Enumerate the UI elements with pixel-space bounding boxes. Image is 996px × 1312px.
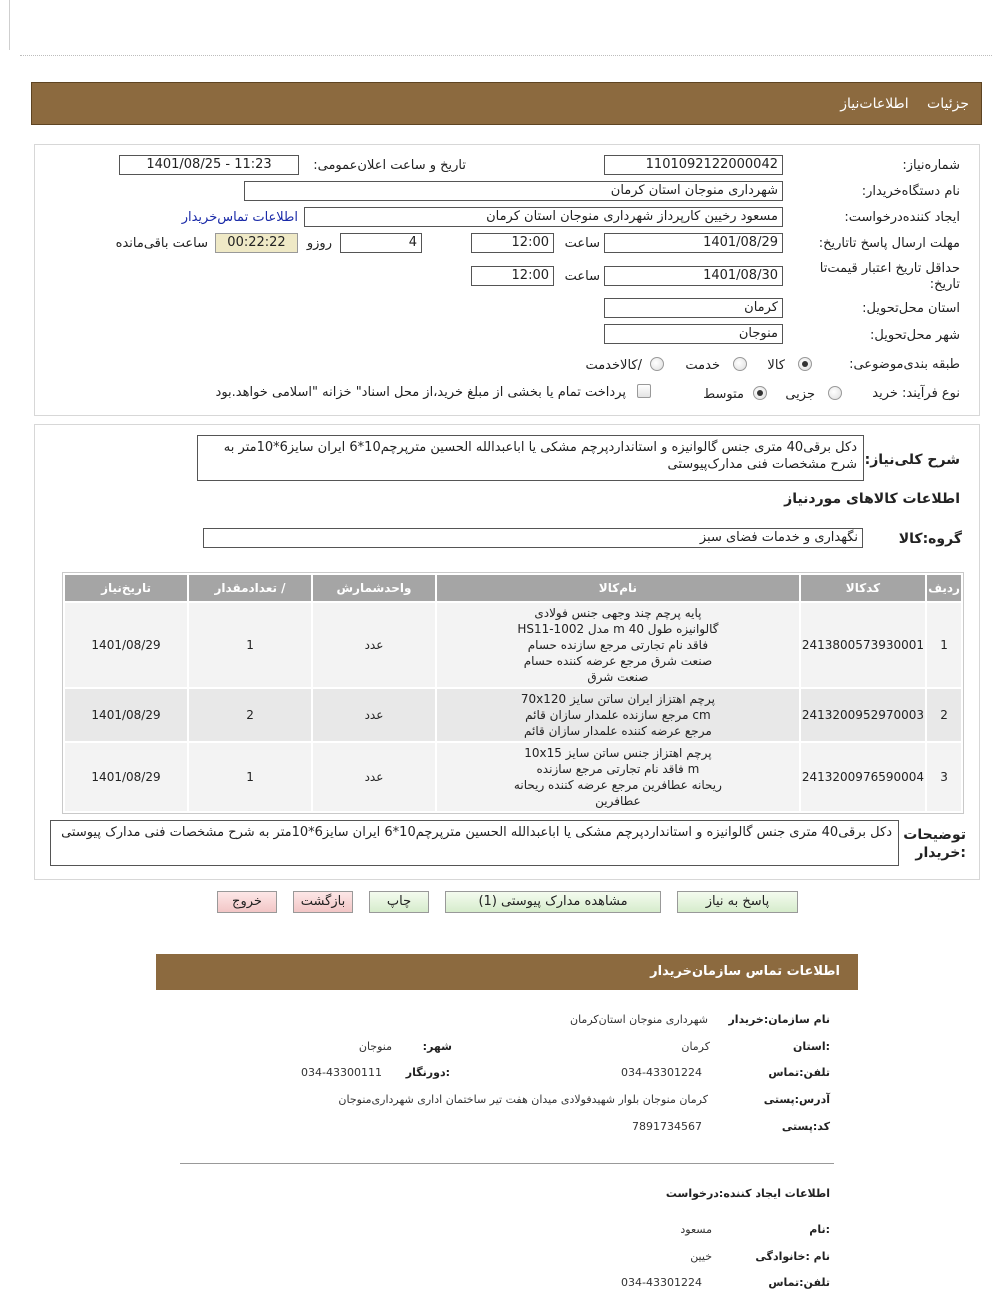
fax-value: 034-43300111 bbox=[301, 1066, 382, 1079]
row-name-line: گالوانیزه طول 40 m مدل HS11-1002 bbox=[517, 622, 719, 636]
purchase-medium-label: متوسط bbox=[703, 387, 744, 402]
treasury-payment-checkbox[interactable] bbox=[637, 384, 651, 398]
announce-field: 1401/08/25 - 11:23 bbox=[119, 155, 299, 175]
address-label: آدرس‌:پستی bbox=[763, 1093, 830, 1106]
reply-time-label: ساعت bbox=[564, 236, 600, 251]
goods-table bbox=[62, 572, 964, 814]
row-date: 1401/08/29 bbox=[65, 743, 187, 811]
col-code-header: کدکالا bbox=[801, 575, 925, 601]
row-name-line: m فاقد نام تجارتی مرجع سازنده bbox=[536, 762, 700, 776]
delivery-city-label: شهر محل‌تحویل: bbox=[870, 328, 960, 343]
province-value: کرمان bbox=[681, 1040, 710, 1053]
row-name-line: پرچم اهتزاز ایران ساتن سایز 70x120 bbox=[520, 692, 715, 706]
section-separator bbox=[180, 1163, 834, 1164]
reply-time-field: 12:00 bbox=[471, 233, 554, 253]
category-service-radio[interactable] bbox=[733, 357, 747, 371]
requester-name-label: :نام bbox=[809, 1223, 830, 1236]
purchase-partial-label: جزیی bbox=[785, 387, 815, 402]
summary-label: شرح کلی‌نیاز: bbox=[864, 452, 960, 468]
page-header bbox=[31, 82, 982, 125]
row-name-line: پرچم اهتزاز جنس ساتن سایز 10x15 bbox=[524, 746, 712, 760]
goods-group-field: نگهداری و خدمات فضای سبز bbox=[203, 528, 863, 548]
requester-title: اطلاعات ایجاد کننده‌:درخواست bbox=[665, 1187, 830, 1200]
city-label: شهر: bbox=[422, 1040, 452, 1053]
announce-label: تاریخ و ساعت اعلان‌عمومی: bbox=[313, 158, 466, 173]
col-row-header: ردیف bbox=[927, 575, 961, 601]
buyer-contact-header bbox=[156, 954, 858, 990]
requester-family-value: خیین bbox=[690, 1250, 712, 1263]
days-field: 4 bbox=[340, 233, 422, 253]
validity-time-label: ساعت bbox=[564, 269, 600, 284]
row-date: 1401/08/29 bbox=[65, 689, 187, 741]
category-both-radio[interactable] bbox=[650, 357, 664, 371]
buyer-contact-title: اطلاعات تماس سازمان‌خریدار bbox=[650, 964, 840, 979]
buyer-notes-label: توضیحات bbox=[903, 827, 966, 843]
buyer-notes-label-2: :خریدار bbox=[915, 845, 966, 861]
org-name-value: شهرداری منوجان استان‌کرمان bbox=[570, 1013, 708, 1026]
print-button[interactable]: چاپ bbox=[369, 891, 429, 913]
row-qty: 1 bbox=[189, 603, 311, 687]
category-goods-radio[interactable] bbox=[798, 357, 812, 371]
row-name-line: فاقد نام تجارتی مرجع سازنده حسام bbox=[527, 638, 709, 652]
summary-text: دکل برقی40 متری جنس گالوانیزه و استانداردپرچم مشکی یا اباعبدالله الحسین مترپرچم10*6 ایران سایز6*10متر به شرح مشخصات فنی مدارک‌پیوستی bbox=[197, 435, 864, 481]
city-value: منوجان bbox=[358, 1040, 392, 1053]
col-date-header: تاریخ‌نیاز bbox=[65, 575, 187, 601]
requester-phone-label: تلفن‌:تماس bbox=[768, 1276, 830, 1289]
goods-group-label: گروه:کالا bbox=[898, 531, 962, 547]
row-name-line: مرجع عرضه کننده علمدار سازان قائم bbox=[524, 724, 712, 738]
row-name bbox=[437, 689, 799, 741]
purchase-partial-radio[interactable] bbox=[828, 386, 842, 400]
row-name-line: cm مرجع سازنده علمدار سازان قائم bbox=[525, 708, 711, 722]
table-row bbox=[65, 689, 961, 741]
buyer-notes-text: دکل برقی40 متری جنس گالوانیزه و استانداردپرچم مشکی یا اباعبدالله الحسین مترپرچم10*6 ایران سایز6*10متر به شرح مشخصات فنی مدارک پیوستی bbox=[50, 820, 899, 866]
row-name bbox=[437, 743, 799, 811]
treasury-payment-note: پرداخت تمام یا بخشی از مبلغ خرید،از محل اسناد" خزانه "اسلامی خواهد.بود bbox=[215, 385, 626, 400]
row-code: 2413800573930001 bbox=[801, 603, 925, 687]
phone-label: تلفن‌:تماس bbox=[768, 1066, 830, 1079]
creator-label: ایجاد کننده‌درخواست: bbox=[844, 210, 960, 225]
category-service-label: خدمت bbox=[685, 358, 720, 373]
table-row bbox=[65, 603, 961, 687]
delivery-province-label: استان محل‌تحویل: bbox=[862, 301, 960, 316]
creator-field: مسعود رخیین کارپرداز شهرداری منوجان استان کرمان bbox=[304, 207, 783, 227]
table-row bbox=[65, 743, 961, 811]
row-name-line: پایه پرچم چند وجهی جنس فولادی bbox=[534, 606, 702, 620]
province-label: :استان bbox=[793, 1040, 830, 1053]
remaining-timer: 00:22:22 bbox=[215, 233, 298, 253]
exit-button[interactable]: خروج bbox=[217, 891, 277, 913]
purchase-type-label: نوع فرآیند: خرید bbox=[872, 386, 960, 401]
reply-date-field: 1401/08/29 bbox=[604, 233, 783, 253]
row-name-line: صنعت شرق مرجع عرضه کننده حسام bbox=[523, 654, 713, 668]
buyer-org-field: شهرداری منوجان استان کرمان bbox=[244, 181, 783, 201]
org-name-label: نام سازمان‌:خریدار bbox=[728, 1013, 830, 1026]
col-qty-header: / تعدادمقدار bbox=[189, 575, 311, 601]
requester-family-label: نام :خانوادگی bbox=[755, 1250, 830, 1263]
requester-phone-value: 034-43301224 bbox=[621, 1276, 702, 1289]
reply-deadline-label: مهلت ارسال پاسخ تا‌تاریخ: bbox=[818, 236, 960, 251]
validity-date-field: 1401/08/30 bbox=[604, 266, 783, 286]
tab-details[interactable]: جزئیات bbox=[927, 96, 969, 112]
category-both-label: /کالاخدمت bbox=[585, 358, 642, 373]
category-goods-label: کالا bbox=[767, 358, 785, 373]
need-number-label: شماره‌نیاز: bbox=[902, 158, 960, 173]
delivery-city-field: منوجان bbox=[604, 324, 783, 344]
tab-need-info[interactable]: اطلاعات‌نیاز bbox=[840, 96, 909, 112]
col-name-header: نام‌کالا bbox=[437, 575, 799, 601]
row-index: 3 bbox=[927, 743, 961, 811]
postal-code-value: 7891734567 bbox=[632, 1120, 702, 1133]
category-label: طبقه بندی‌موضوعی: bbox=[849, 357, 960, 372]
col-unit-header: واحدشمارش bbox=[313, 575, 435, 601]
need-number-field: 1101092122000042 bbox=[604, 155, 783, 175]
validity-label-2: تاریخ: bbox=[929, 277, 960, 292]
buyer-contact-link[interactable]: اطلاعات تماس‌خریدار bbox=[181, 210, 298, 225]
row-unit: عدد bbox=[313, 603, 435, 687]
buyer-org-label: نام دستگاه‌خریدار: bbox=[861, 184, 960, 199]
row-code: 2413200976590004 bbox=[801, 743, 925, 811]
row-index: 2 bbox=[927, 689, 961, 741]
row-name bbox=[437, 603, 799, 687]
postal-code-label: کد‌:پستی bbox=[781, 1120, 830, 1133]
phone-value: 034-43301224 bbox=[621, 1066, 702, 1079]
days-label: روزو bbox=[306, 236, 332, 251]
row-index: 1 bbox=[927, 603, 961, 687]
row-date: 1401/08/29 bbox=[65, 603, 187, 687]
address-value: کرمان منوجان بلوار شهیدفولادی میدان هفت تیر ساختمان اداری شهرداری‌منوجان bbox=[338, 1093, 708, 1106]
requester-name-value: مسعود bbox=[680, 1223, 712, 1236]
top-divider bbox=[20, 55, 992, 56]
reply-button[interactable]: پاسخ به نیاز bbox=[677, 891, 798, 913]
row-qty: 2 bbox=[189, 689, 311, 741]
row-name-line: عطافرین bbox=[595, 794, 641, 808]
view-attachments-button[interactable]: مشاهده مدارک پیوستی (1) bbox=[445, 891, 661, 913]
validity-label: حداقل تاریخ اعتبار قیمت‌تا bbox=[819, 261, 960, 276]
validity-time-field: 12:00 bbox=[471, 266, 554, 286]
back-button[interactable]: بازگشت bbox=[293, 891, 353, 913]
fax-label: :دورنگار bbox=[405, 1066, 450, 1079]
goods-info-title: اطلاعات کالاهای موردنیاز bbox=[784, 491, 960, 507]
delivery-province-field: کرمان bbox=[604, 298, 783, 318]
row-name-line: ریحانه عطافرین مرجع عرضه کننده ریحانه bbox=[513, 778, 722, 792]
purchase-medium-radio[interactable] bbox=[753, 386, 767, 400]
row-name-line: صنعت شرق bbox=[587, 670, 649, 684]
row-qty: 1 bbox=[189, 743, 311, 811]
remaining-label: ساعت باقی‌مانده bbox=[115, 236, 208, 251]
row-unit: عدد bbox=[313, 743, 435, 811]
row-code: 2413200952970003 bbox=[801, 689, 925, 741]
row-unit: عدد bbox=[313, 689, 435, 741]
frame-divider bbox=[9, 0, 10, 50]
